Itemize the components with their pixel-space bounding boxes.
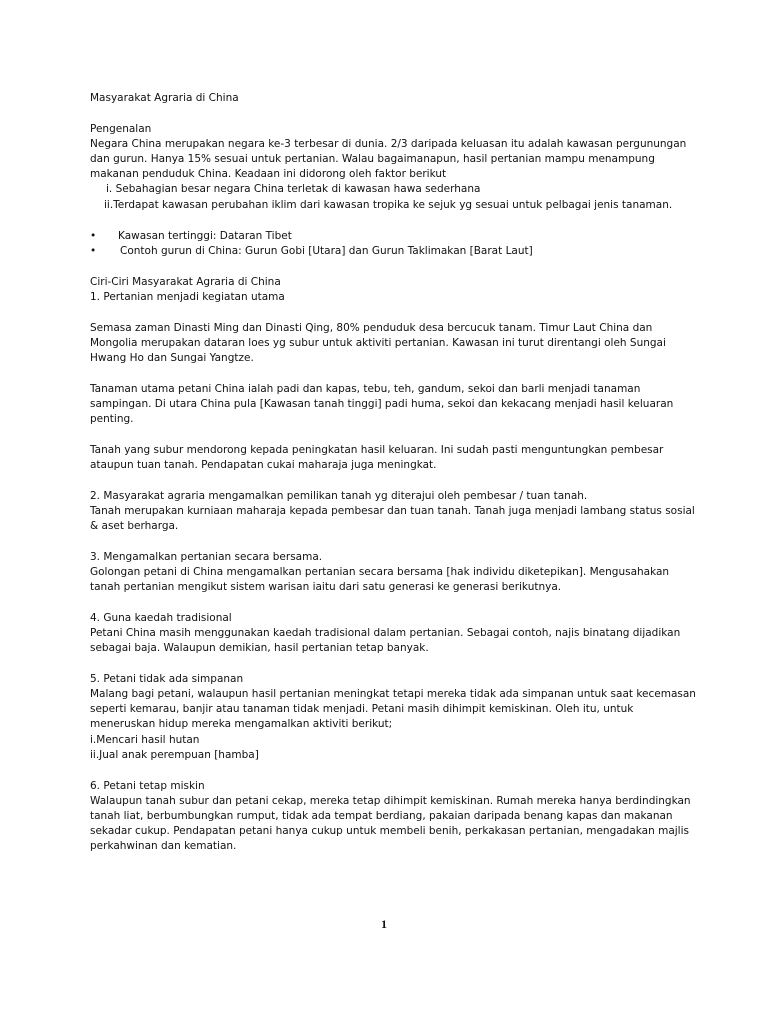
paragraph-line: i.Mencari hasil hutan xyxy=(90,734,200,746)
paragraph-line: penting. xyxy=(90,413,134,425)
bullet-item: Kawasan tertinggi: Dataran Tibet xyxy=(118,230,292,242)
paragraph-line: Tanaman utama petani China ialah padi dan kapas, tebu, teh, gandum, sekoi dan barli menjadi tanaman xyxy=(90,383,641,395)
paragraph-line: Walaupun tanah subur dan petani cekap, mereka tetap dihimpit kemiskinan. Rumah mereka hanya berdindingkan xyxy=(90,795,691,807)
factor-item: i. Sebahagian besar negara China terletak di kawasan hawa sederhana xyxy=(106,183,481,195)
paragraph-line: Semasa zaman Dinasti Ming dan Dinasti Qing, 80% penduduk desa bercucuk tanam. Timur Laut China dan xyxy=(90,322,653,334)
paragraph-line: sampingan. Di utara China pula [Kawasan tanah tinggi] padi huma, sekoi dan kekacang menjadi hasil keluaran xyxy=(90,398,674,410)
paragraph-line: tanah liat, berbumbungkan rumput, tidak ada tempat berdiang, pakaian daripada benang kapas dan makanan xyxy=(90,810,673,822)
section-heading: 5. Petani tidak ada simpanan xyxy=(90,673,244,685)
paragraph-line: Mongolia merupakan dataran loes yg subur untuk aktiviti pertanian. Kawasan ini turut direntangi oleh Sungai xyxy=(90,337,666,349)
factor-item: ii.Terdapat kawasan perubahan iklim dari kawasan tropika ke sejuk yg sesuai untuk pelbagai jenis tanaman. xyxy=(104,199,673,211)
section-heading: 6. Petani tetap miskin xyxy=(90,780,205,792)
paragraph-line: Tanah merupakan kurniaan maharaja kepada pembesar dan tuan tanah. Tanah juga menjadi lambang status sosial xyxy=(90,505,695,517)
bullet-marker: • xyxy=(90,245,97,257)
paragraph-line: ataupun tuan tanah. Pendapatan cukai maharaja juga meningkat. xyxy=(90,459,437,471)
section-heading: 1. Pertanian menjadi kegiatan utama xyxy=(90,291,285,303)
intro-line: makanan penduduk China. Keadaan ini didorong oleh faktor berikut xyxy=(90,168,447,180)
paragraph-line: sekadar cukup. Pendapatan petani hanya cukup untuk membeli benih, perkakasan pertanian, mengadakan majlis xyxy=(90,825,689,837)
paragraph-line: seperti kemarau, banjir atau tanaman tidak menjadi. Petani masih dihimpit kemiskinan. Oleh itu, untuk xyxy=(90,703,634,715)
section-heading: 3. Mengamalkan pertanian secara bersama. xyxy=(90,551,323,563)
paragraph-line: Golongan petani di China mengamalkan pertanian secara bersama [hak individu diketepikan]. Mengusahakan xyxy=(90,566,670,578)
paragraph-line: meneruskan hidup mereka mengamalkan aktiviti berikut; xyxy=(90,718,393,730)
intro-line: Negara China merupakan negara ke-3 terbesar di dunia. 2/3 daripada keluasan itu adalah kawasan pergunungan xyxy=(90,138,687,150)
ciri-heading: Ciri-Ciri Masyarakat Agraria di China xyxy=(90,276,281,288)
paragraph-line: & aset berharga. xyxy=(90,520,179,532)
section-heading: 4. Guna kaedah tradisional xyxy=(90,612,232,624)
paragraph-line: Petani China masih menggunakan kaedah tradisional dalam pertanian. Sebagai contoh, najis binatang dijadikan xyxy=(90,627,681,639)
bullet-item: Contoh gurun di China: Gurun Gobi [Utara] dan Gurun Taklimakan [Barat Laut] xyxy=(120,245,533,257)
paragraph-line: ii.Jual anak perempuan [hamba] xyxy=(90,749,259,761)
page-number: 1 xyxy=(381,917,387,931)
bullet-marker: • xyxy=(90,230,97,242)
intro-heading: Pengenalan xyxy=(90,123,152,135)
paragraph-line: sebagai baja. Walaupun demikian, hasil pertanian tetap banyak. xyxy=(90,642,429,654)
intro-line: dan gurun. Hanya 15% sesuai untuk pertanian. Walau bagaimanapun, hasil pertanian mampu menampung xyxy=(90,153,655,165)
paragraph-line: tanah pertanian mengikut sistem warisan iaitu dari satu generasi ke generasi berikutnya. xyxy=(90,581,562,593)
paragraph-line: perkahwinan dan kematian. xyxy=(90,840,237,852)
paragraph-line: Hwang Ho dan Sungai Yangtze. xyxy=(90,352,254,364)
section-heading: 2. Masyarakat agraria mengamalkan pemilikan tanah yg diterajui oleh pembesar / tuan tanah. xyxy=(90,490,588,502)
paragraph-line: Tanah yang subur mendorong kepada peningkatan hasil keluaran. Ini sudah pasti menguntungkan pembesar xyxy=(90,444,664,456)
paragraph-line: Malang bagi petani, walaupun hasil pertanian meningkat tetapi mereka tidak ada simpanan untuk saat kecemasan xyxy=(90,688,696,700)
document-title: Masyarakat Agraria di China xyxy=(90,92,239,104)
